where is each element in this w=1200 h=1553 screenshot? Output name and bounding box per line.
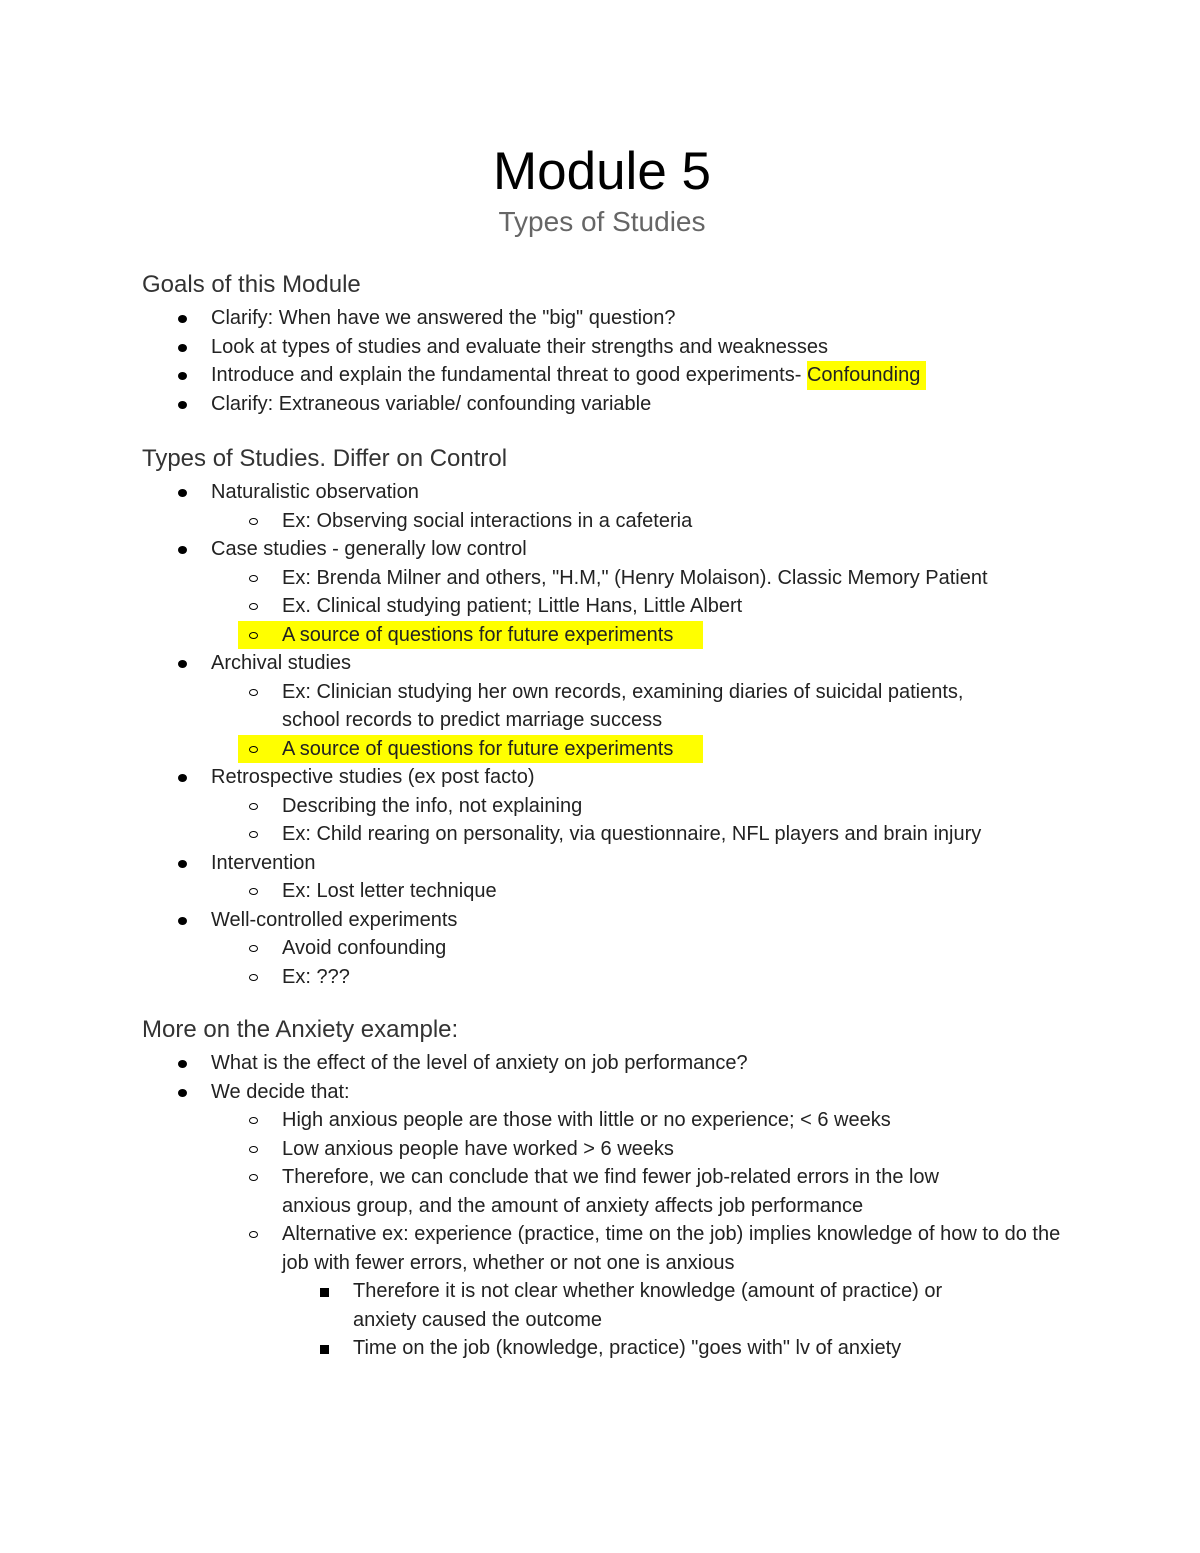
sub-sub-list-item: Therefore it is not clear whether knowledge (amount of practice) or anxiety caused the outcome xyxy=(142,1277,1062,1334)
page-subtitle: Types of Studies xyxy=(498,206,706,237)
hollow-bullet-icon xyxy=(249,945,258,952)
hollow-bullet-icon xyxy=(249,1146,258,1153)
bullet-icon xyxy=(178,860,187,868)
bullet-icon xyxy=(178,917,187,925)
bullet-icon xyxy=(178,401,187,409)
list-item: What is the effect of the level of anxiety on job performance? xyxy=(142,1049,1062,1078)
bullet-icon xyxy=(178,1060,187,1068)
hollow-bullet-icon xyxy=(249,803,258,810)
hollow-bullet-icon xyxy=(249,575,258,582)
hollow-bullet-icon xyxy=(249,689,258,696)
document-page xyxy=(142,140,1062,1363)
list-item: Clarify: Extraneous variable/ confounding variable xyxy=(142,390,1062,419)
list-item: We decide that: High anxious people are those with little or no experience; < 6 weeks Low anxious people have worked > 6 weeks Therefore, we can conclude that we find fewer job-related errors in the low anxious group, and the amount of anxiety affects job performance Alternative ex: experience (practice, time on the job) implies knowledge of how to do the job with fewer errors, whether or not one is anxious Therefore it is not clear whether knowledge (amount of practice) or anxiety caused the outcome Time on the job (knowledge, practice) "goes with" lv of anxiety xyxy=(142,1078,1062,1363)
list-item: Case studies - generally low control Ex: Brenda Milner and others, "H.M," (Henry Molaison). Classic Memory Patient Ex. Clinical studying patient; Little Hans, Little Albert A source of questions for future experiments xyxy=(142,535,1062,649)
section-heading-types: Types of Studies. Differ on Control xyxy=(142,445,508,472)
bullet-icon xyxy=(178,1089,187,1097)
hollow-bullet-icon xyxy=(249,603,258,610)
hollow-bullet-icon xyxy=(249,1174,258,1181)
hollow-bullet-icon xyxy=(249,746,258,753)
bullet-icon xyxy=(178,344,187,352)
hollow-bullet-icon xyxy=(249,632,258,639)
sub-list-item: Ex: Observing social interactions in a cafeteria xyxy=(142,507,1062,536)
types-list xyxy=(142,478,1062,991)
hollow-bullet-icon xyxy=(249,1231,258,1238)
list-item: Retrospective studies (ex post facto) Describing the info, not explaining Ex: Child rearing on personality, via questionnaire, NFL players and brain injury xyxy=(142,763,1062,849)
section-heading-anxiety: More on the Anxiety example: xyxy=(142,1016,459,1043)
sub-list-item-highlighted: A source of questions for future experiments xyxy=(142,735,1062,764)
sub-list-item: High anxious people are those with little or no experience; < 6 weeks xyxy=(142,1106,1062,1135)
sub-list-item: Ex: Lost letter technique xyxy=(142,877,1062,906)
list-item: Well-controlled experiments Avoid confounding Ex: ??? xyxy=(142,906,1062,992)
sub-list-item: Therefore, we can conclude that we find fewer job-related errors in the low anxious group, and the amount of anxiety affects job performance xyxy=(142,1163,1062,1220)
list-item: Archival studies Ex: Clinician studying her own records, examining diaries of suicidal patients, school records to predict marriage success A source of questions for future experiments xyxy=(142,649,1062,763)
hollow-bullet-icon xyxy=(249,831,258,838)
list-item: Clarify: When have we answered the "big" question? xyxy=(142,304,1062,333)
bullet-icon xyxy=(178,315,187,323)
section-heading-goals: Goals of this Module xyxy=(142,271,361,298)
hollow-bullet-icon xyxy=(249,888,258,895)
sub-list-item-highlighted: A source of questions for future experiments xyxy=(142,621,1062,650)
page-title: Module 5 xyxy=(492,142,712,201)
bullet-icon xyxy=(178,660,187,668)
sub-list-item: Ex: Brenda Milner and others, "H.M," (Henry Molaison). Classic Memory Patient xyxy=(142,564,1062,593)
bullet-icon xyxy=(178,489,187,497)
list-item: Introduce and explain the fundamental threat to good experiments- Confounding xyxy=(142,361,1062,390)
sub-list-item: Alternative ex: experience (practice, time on the job) implies knowledge of how to do the job with fewer errors, whether or not one is anxious Therefore it is not clear whether knowledge (amount of practice) or anxiety caused the outcome Time on the job (knowledge, practice) "goes with" lv of anxiety xyxy=(142,1220,1062,1363)
square-bullet-icon xyxy=(320,1288,329,1297)
sub-list-item: Ex: Clinician studying her own records, examining diaries of suicidal patients, school records to predict marriage success xyxy=(142,678,1062,735)
list-item: Intervention Ex: Lost letter technique xyxy=(142,849,1062,906)
list-item: Look at types of studies and evaluate their strengths and weaknesses xyxy=(142,333,1062,362)
highlighted-term: Confounding xyxy=(807,361,926,390)
sub-list-item: Ex: Child rearing on personality, via questionnaire, NFL players and brain injury xyxy=(142,820,1062,849)
goals-list xyxy=(142,304,1062,418)
bullet-icon xyxy=(178,546,187,554)
list-item: Naturalistic observation Ex: Observing social interactions in a cafeteria xyxy=(142,478,1062,535)
sub-list-item: Ex: ??? xyxy=(142,963,1062,992)
hollow-bullet-icon xyxy=(249,518,258,525)
bullet-icon xyxy=(178,372,187,380)
anxiety-list xyxy=(142,1049,1062,1363)
sub-sub-list-item: Time on the job (knowledge, practice) "goes with" lv of anxiety xyxy=(142,1334,1062,1363)
sub-list-item: Avoid confounding xyxy=(142,934,1062,963)
bullet-icon xyxy=(178,774,187,782)
sub-list-item: Ex. Clinical studying patient; Little Hans, Little Albert xyxy=(142,592,1062,621)
sub-list-item: Low anxious people have worked > 6 weeks xyxy=(142,1135,1062,1164)
hollow-bullet-icon xyxy=(249,1117,258,1124)
square-bullet-icon xyxy=(320,1345,329,1354)
sub-list-item: Describing the info, not explaining xyxy=(142,792,1062,821)
hollow-bullet-icon xyxy=(249,974,258,981)
